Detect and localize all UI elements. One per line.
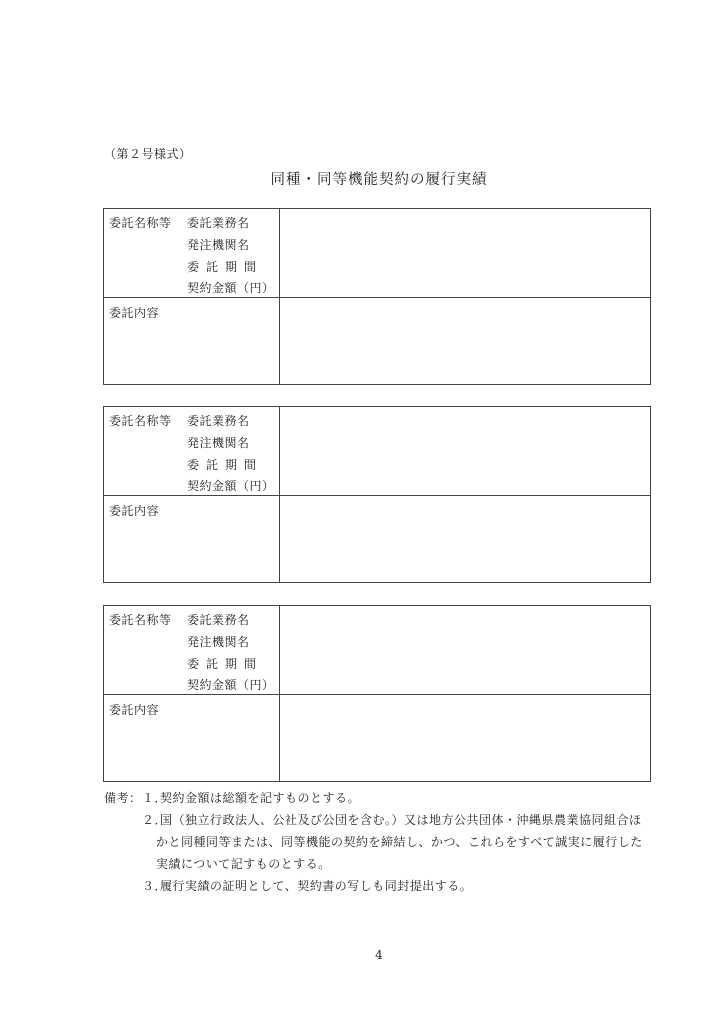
note-text: 実績について記すものとする。 bbox=[156, 857, 331, 871]
note-2-cont bbox=[104, 853, 664, 875]
note-number: １． bbox=[142, 791, 168, 805]
label-name: 委託名称等 bbox=[109, 216, 172, 230]
remarks-label: 備考： bbox=[104, 791, 142, 805]
remarks-section bbox=[104, 787, 664, 897]
note-3 bbox=[104, 875, 664, 897]
note-text: 国（独立行政法人、公社及び公団を含む。）又は地方公共団体・沖縄県農業協同組合ほ bbox=[160, 813, 642, 827]
page-number: 4 bbox=[375, 948, 383, 962]
form-number: （第２号様式） bbox=[104, 147, 192, 161]
label-amount: 契約金額（円） bbox=[187, 479, 275, 493]
label-name: 委託名称等 bbox=[109, 414, 172, 428]
page-title: 同種・同等機能契約の履行実績 bbox=[270, 172, 488, 188]
label-business-name: 委託業務名 bbox=[187, 613, 250, 627]
record-table-2 bbox=[103, 406, 651, 583]
label-amount: 契約金額（円） bbox=[187, 678, 275, 692]
note-number: ２． bbox=[142, 813, 168, 827]
record-table-3 bbox=[103, 605, 651, 782]
record-header-row bbox=[104, 606, 650, 695]
label-content: 委託内容 bbox=[109, 703, 160, 717]
note-text: 履行実績の証明として、契約書の写しも同封提出する。 bbox=[160, 879, 473, 893]
record-table-1 bbox=[103, 208, 651, 385]
column-divider bbox=[279, 606, 280, 781]
label-agency: 発注機関名 bbox=[187, 635, 250, 649]
record-header-row bbox=[104, 407, 650, 496]
label-agency: 発注機関名 bbox=[187, 238, 250, 252]
note-text: 契約金額は総額を記すものとする。 bbox=[160, 791, 361, 805]
note-2-cont bbox=[104, 831, 664, 853]
label-name: 委託名称等 bbox=[109, 613, 172, 627]
label-content: 委託内容 bbox=[109, 306, 160, 320]
label-period: 委託期間 bbox=[187, 260, 264, 274]
label-business-name: 委託業務名 bbox=[187, 216, 250, 230]
note-1 bbox=[104, 787, 664, 809]
note-2 bbox=[104, 809, 664, 831]
label-period: 委託期間 bbox=[187, 458, 264, 472]
label-period: 委託期間 bbox=[187, 657, 264, 671]
label-agency: 発注機関名 bbox=[187, 436, 250, 450]
label-content: 委託内容 bbox=[109, 504, 160, 518]
note-number: ３． bbox=[142, 879, 168, 893]
record-header-row bbox=[104, 209, 650, 298]
label-business-name: 委託業務名 bbox=[187, 414, 250, 428]
label-amount: 契約金額（円） bbox=[187, 281, 275, 295]
column-divider bbox=[279, 209, 280, 384]
column-divider bbox=[279, 407, 280, 582]
note-text: かと同種同等または、同等機能の契約を締結し、かつ、これらをすべて誠実に履行した bbox=[156, 835, 643, 849]
